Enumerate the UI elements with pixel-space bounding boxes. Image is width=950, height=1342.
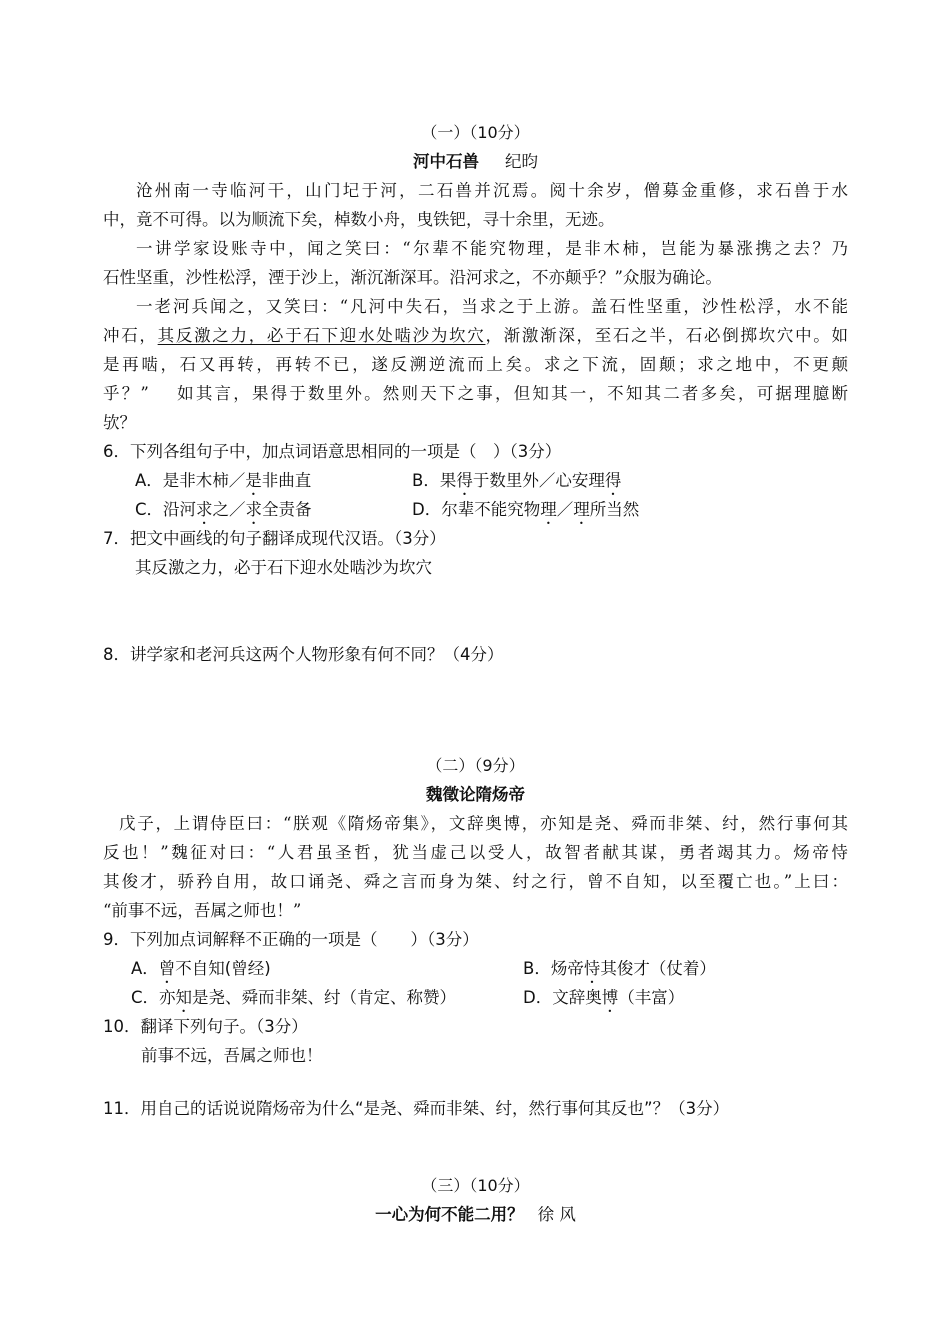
section3-header: （三）（10分） xyxy=(421,1176,530,1195)
passage1-p3-l2 xyxy=(103,321,848,350)
passage1-p3-l3: 是再啮，石又再转，再转不已，遂反溯逆流而上矣。求之下流，固颠；求之地中，不更颠 xyxy=(103,355,848,374)
q9-options-row2 xyxy=(103,983,848,1012)
section3-title-line xyxy=(103,1200,848,1229)
section1-title-line xyxy=(103,147,848,176)
q6-option-b: B．果得于数里外／心安理得 xyxy=(412,471,622,490)
q6-options-row1 xyxy=(103,466,848,495)
question-6: 6．下列各组句子中，加点词语意思相同的一项是（ ）（3分） xyxy=(103,442,562,461)
q9-option-b: B．炀帝恃其俊才（仗着） xyxy=(523,959,716,978)
answer-space xyxy=(103,1123,848,1171)
q6-option-d: D．尔辈不能究物理／理所当然 xyxy=(412,500,640,519)
question-11: 11．用自己的话说说隋炀帝为什么“是尧、舜而非桀、纣，然行事何其反也”？（3分） xyxy=(103,1099,730,1118)
q9-options-row1 xyxy=(103,954,848,983)
q10-sentence: 前事不远，吾属之师也！ xyxy=(141,1046,323,1065)
passage1-text: 冲石， xyxy=(103,326,158,345)
passage2-l3: 其俊才，骄矜自用，故口诵尧、舜之言而身为桀、纣之行，曾不自知，以至覆亡也。”上曰： xyxy=(103,872,848,891)
answer-space xyxy=(103,669,848,751)
question-10: 10．翻译下列句子。（3分） xyxy=(103,1017,308,1036)
question-7: 7．把文中画线的句子翻译成现代汉语。（3分） xyxy=(103,529,446,548)
section1-author: 纪昀 xyxy=(505,152,538,171)
passage1-p2-l2: 石性坚重，沙性松浮，湮于沙上，渐沉渐深耳。沿河求之，不亦颠乎？”众服为确论。 xyxy=(103,268,722,287)
passage1-p3-l5: 欤？ xyxy=(103,413,136,432)
passage1-p3-l1: 一老河兵闻之，又笑曰：“凡河中失石，当求之于上游。盖石性坚重，沙性松浮，水不能 xyxy=(136,297,848,316)
section2-header: （二）（9分） xyxy=(426,756,525,775)
underlined-sentence: 其反激之力，必于石下迎水处啮沙为坎穴 xyxy=(157,326,486,345)
section2-title: 魏徵论隋炀帝 xyxy=(426,785,525,804)
section3-author: 徐 风 xyxy=(537,1205,576,1224)
q9-option-c: C．亦知是尧、舜而非桀、纣（肯定、称赞） xyxy=(131,988,457,1007)
q7-sentence: 其反激之力，必于石下迎水处啮沙为坎穴 xyxy=(135,558,432,577)
q9-option-a: A．曾不自知(曾经) xyxy=(131,959,271,978)
passage1-p2-l1: 一讲学家设账寺中，闻之笑曰：“尔辈不能究物理，是非木柿，岂能为暴涨携之去？乃 xyxy=(136,239,848,258)
section3-title: 一心为何不能二用？ xyxy=(375,1205,524,1224)
question-9: 9．下列加点词解释不正确的一项是（ ）（3分） xyxy=(103,930,479,949)
q9-option-d: D．文辞奥博（丰富） xyxy=(523,988,685,1007)
answer-space xyxy=(103,582,848,640)
answer-space xyxy=(103,1070,848,1094)
passage1-p3-l4: 乎？” 如其言，果得于数里外。然则天下之事，但知其一，不知其二者多矣，可据理臆断 xyxy=(103,384,848,403)
q6-option-c: C．沿河求之／求全责备 xyxy=(135,500,312,519)
passage1-p1-l1: 沧州南一寺临河干，山门圮于河，二石兽并沉焉。阅十余岁，僧募金重修，求石兽于水 xyxy=(136,181,848,200)
passage2-l2: 反也！”魏征对曰：“人君虽圣哲，犹当虚己以受人，故智者献其谋，勇者竭其力。炀帝恃 xyxy=(103,843,848,862)
passage2-l4: “前事不远，吾属之师也！” xyxy=(103,901,302,920)
passage2-l1: 戊子，上谓侍臣曰：“朕观《隋炀帝集》，文辞奥博，亦知是尧、舜而非桀、纣，然行事何其 xyxy=(119,814,848,833)
section1-title: 河中石兽 xyxy=(413,152,479,171)
exam-page xyxy=(103,118,848,1229)
q6-options-row2 xyxy=(103,495,848,524)
passage1-p1-l2: 中，竟不可得。以为顺流下矣，棹数小舟，曳铁钯，寻十余里，无迹。 xyxy=(103,210,615,229)
passage1-text: ，渐激渐深，至石之半，石必倒掷坎穴中。如 xyxy=(485,326,849,345)
q6-option-a: A．是非木柿／是非曲直 xyxy=(135,471,312,490)
section1-header: （一）（10分） xyxy=(421,123,530,142)
question-8: 8．讲学家和老河兵这两个人物形象有何不同？（4分） xyxy=(103,645,504,664)
